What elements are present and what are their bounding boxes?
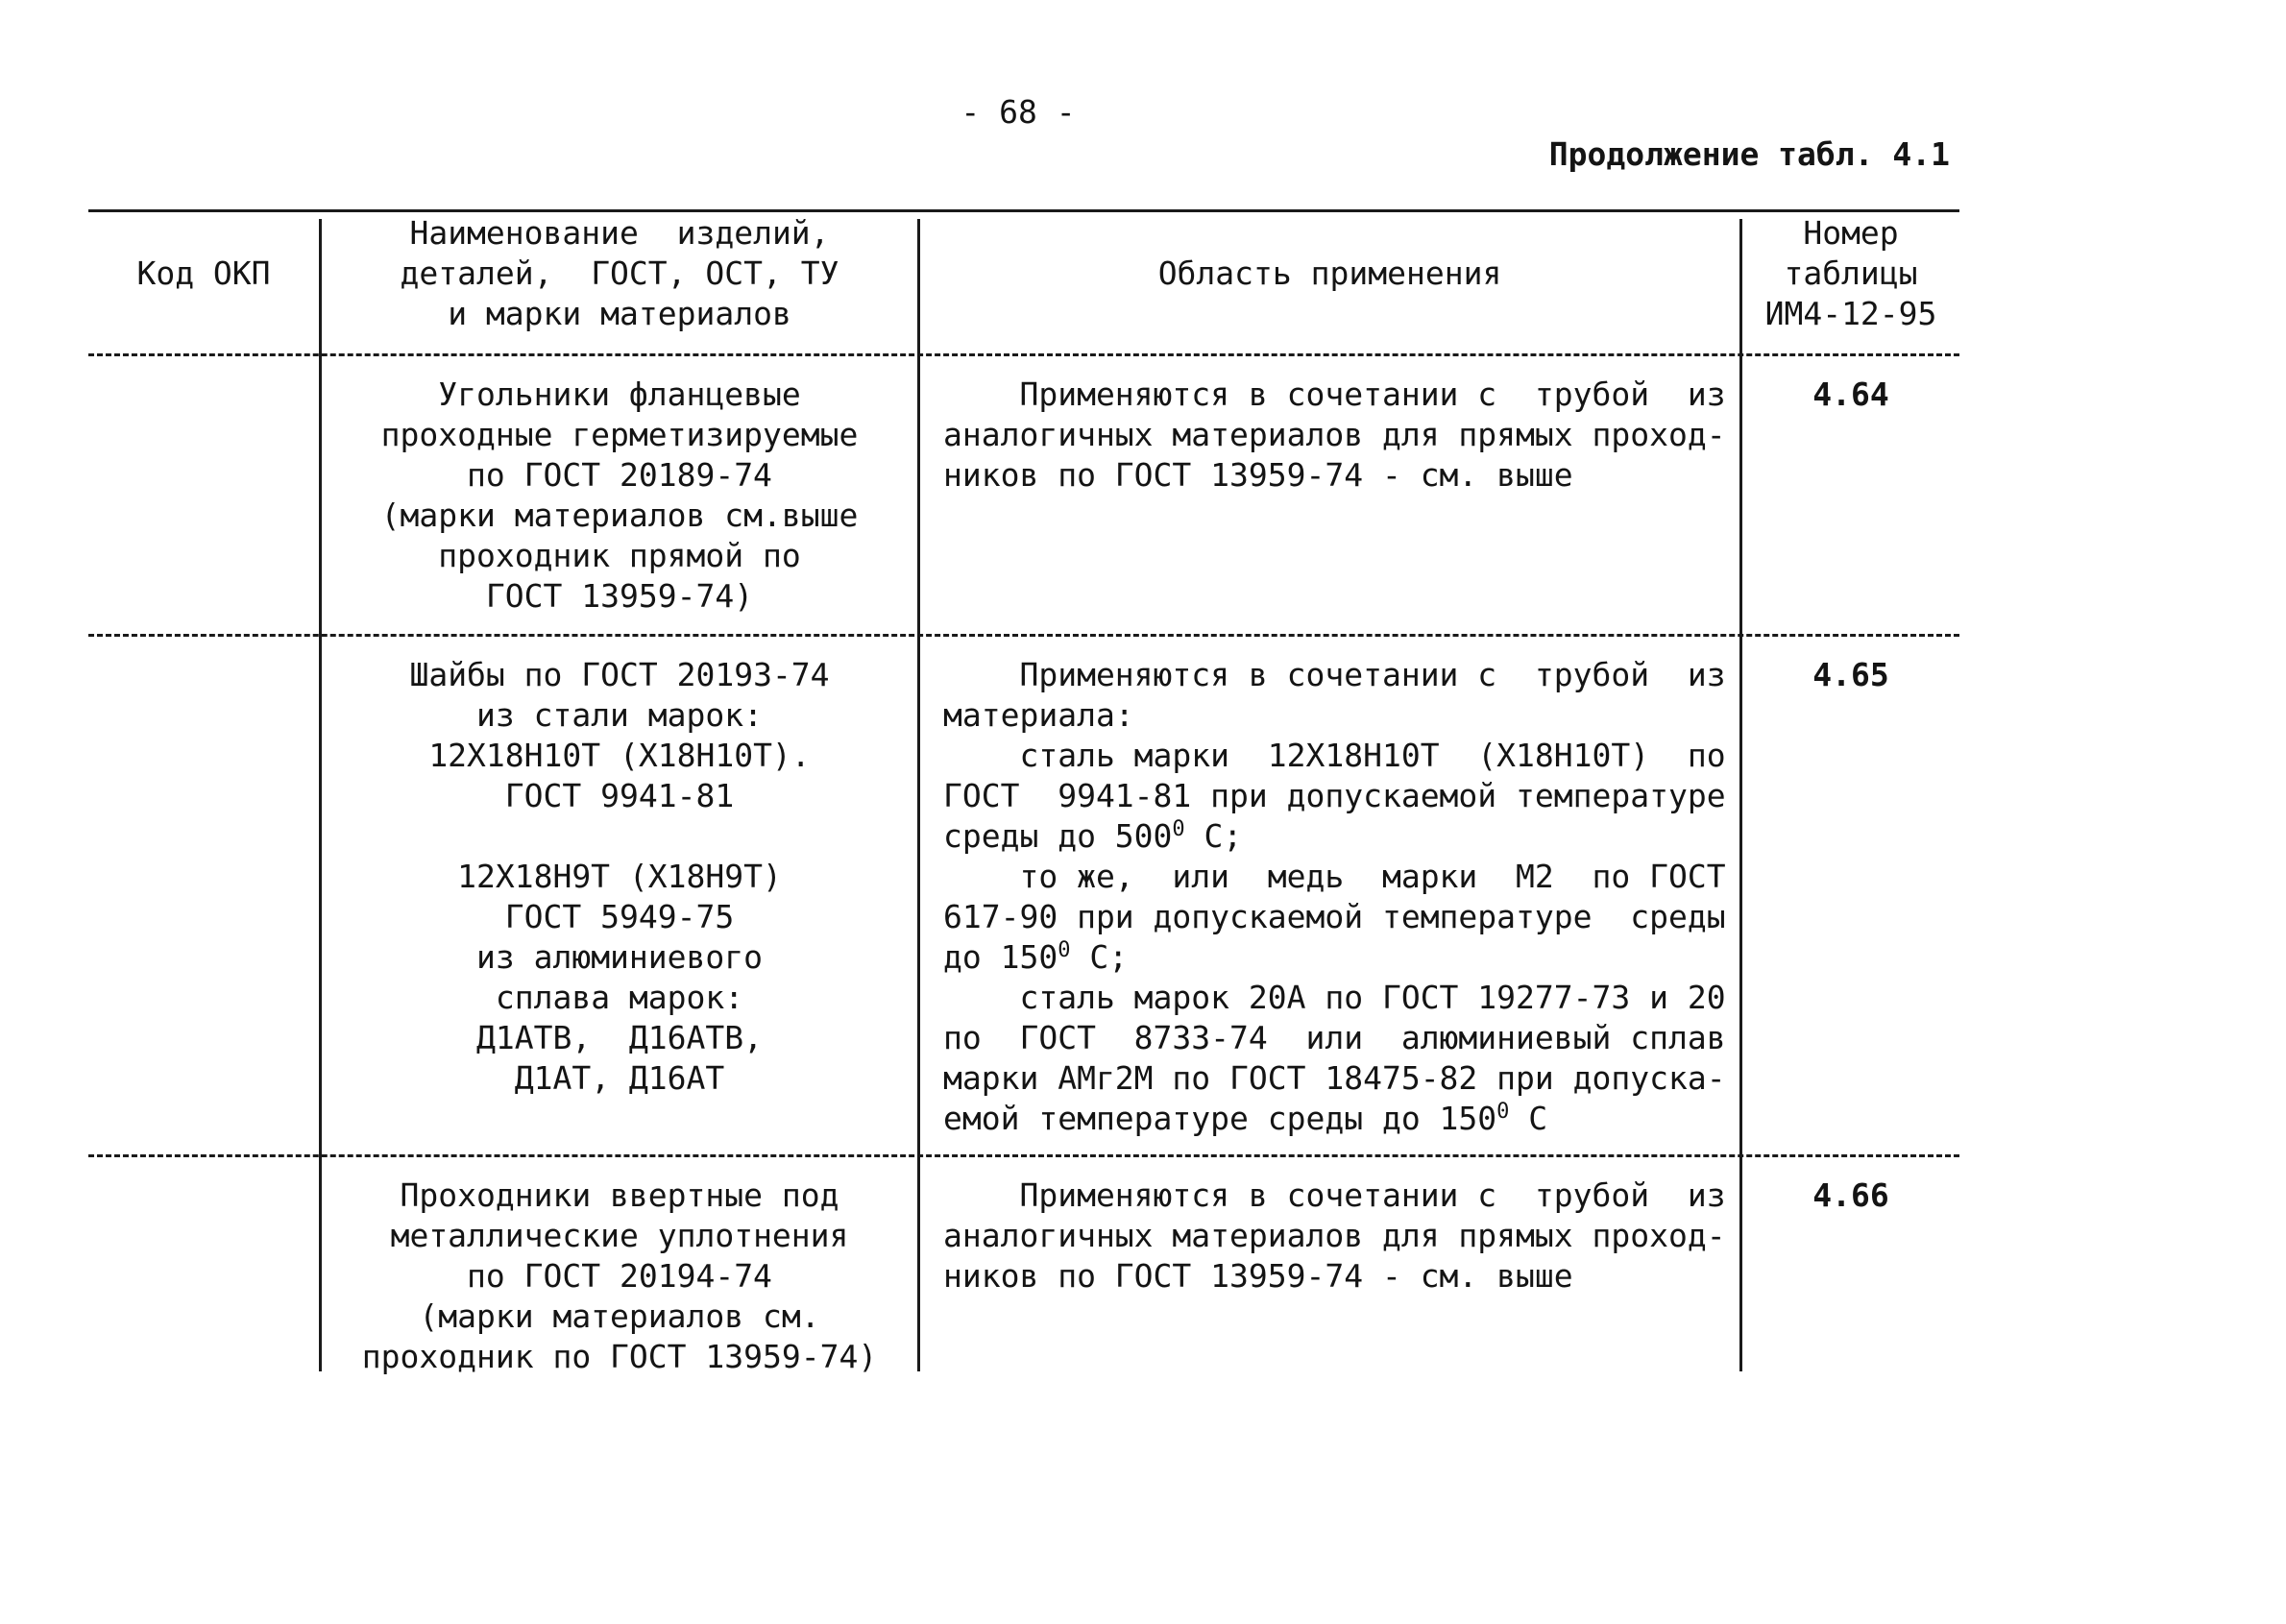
application-cell: Применяются в сочетании с трубой из аналогичных материалов для прямых проход- ников по ГОСТ 13959-74 - см. выше [943, 1176, 1726, 1295]
degree-superscript: 0 [1496, 1100, 1510, 1124]
product-name-cell: Проходники ввертные под металлические уплотнения по ГОСТ 20194-74 (марки материалов см. проходник по ГОСТ 13959-74) [361, 1176, 878, 1375]
row-divider [88, 634, 1959, 637]
column-separator-2 [917, 219, 920, 1371]
page-number: - 68 - [961, 93, 1076, 131]
header-okp-code: Код ОКП [136, 255, 271, 292]
application-cell: Применяются в сочетании с трубой из аналогичных материалов для прямых проход- ников по ГОСТ 13959-74 - см. выше [943, 376, 1726, 494]
table-number-cell: 4.64 [1812, 376, 1889, 413]
table-top-rule [88, 209, 1959, 212]
table-continuation-label: Продолжение табл. 4.1 [1548, 135, 1950, 173]
degree-superscript: 0 [1172, 817, 1185, 841]
table-number-cell: 4.65 [1812, 656, 1889, 693]
product-name-cell: Угольники фланцевые проходные герметизируемые по ГОСТ 20189-74 (марки материалов см.выше проходник прямой по ГОСТ 13959-74) [380, 376, 859, 615]
application-cell: Применяются в сочетании с трубой из материала: сталь марки 12Х18Н10Т (Х18Н10Т) по ГОСТ 9941-81 при допускаемой температуре среды до $500^0$ С; то же, или медь марки М2 по ГОСТ 617-90 при допускаемой температуре среды до $150^0$ С; сталь марок 20А по ГОСТ 19277-73 и 20 по ГОСТ 8733-74 или алюминиевый сплав марки АМг2М по ГОСТ 18475-82 при допуска- емой температуре среды до $150^0$ С [943, 656, 1726, 1137]
degree-superscript: 0 [1058, 938, 1071, 962]
header-application-area: Область применения [1157, 255, 1502, 292]
table-number-cell: 4.66 [1812, 1176, 1889, 1214]
header-product-name: Наименование изделий, деталей, ГОСТ, ОСТ, ТУ и марки материалов [400, 214, 839, 332]
product-name-cell: Шайбы по ГОСТ 20193-74 из стали марок: 12Х18Н10Т (Х18Н10Т). ГОСТ 9941-81 12Х18Н9Т (Х18Н9Т) ГОСТ 5949-75 из алюминиевого сплава марок: Д1АТВ, Д16АТВ, Д1АТ, Д16АТ [409, 656, 830, 1097]
header-table-number: Номер таблицы ИМ4-12-95 [1764, 214, 1937, 332]
header-divider [88, 353, 1959, 356]
row-divider [88, 1154, 1959, 1157]
